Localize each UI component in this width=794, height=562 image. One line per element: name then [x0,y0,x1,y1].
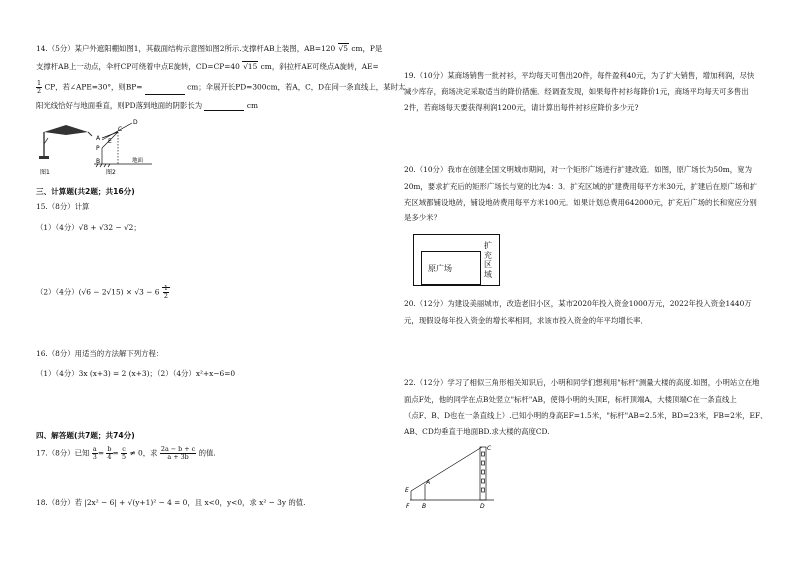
q15-part2-den: 2 [163,292,168,300]
fig-label-d: D [133,119,138,126]
q22-label-e: E [405,487,409,494]
q14-line2-root: √15 [243,62,258,71]
q14-line3-text: CP，若∠APE=30°，则BP= [44,82,143,92]
q14-half-num: 1 [37,79,42,87]
q22-line-2: 面点F处，他的同学在点B处竖立"标杆"AB，使得小明的头顶E，标杆顶端A，大楼顶端C在一条直线上 [404,395,737,404]
q17-frac-a-num: a [92,445,97,453]
q17-frac-b-den: 4 [107,453,112,461]
q14-line1-text: 14.（5分）某户外遮阳棚如图1，其截面结构示意图如图2所示.支撑杆AB上装图，AB=120 [36,44,336,53]
q15-part2-fraction [163,285,169,300]
q16-equations: （1）（4分）3x (x+3) = 2 (x+3)；（2）（4分）x²+x−6=0 [36,369,236,378]
fig-caption-2: 图2 [106,169,116,176]
q21-line-2: 元，现假设每年投入资金的增长率相同，求该市投入资金的年平均增长率． [404,316,648,325]
q15-part2-text: （2）（4分）(√6 − 2√15) × √3 − 6 [36,287,160,297]
q17-big-num: 2a − b + c [160,445,196,453]
q15-part2 [36,285,170,300]
q15-part2-root [162,284,170,300]
q22-label-b: B [422,503,427,510]
q17-big-den: a + 3b [167,453,189,461]
q21-line-1: 20.（12分）为建设美丽城市，改造老旧小区，某市2020年投入资金1000万元，2022年投入资金1440万 [404,299,752,308]
section4-heading: 四、解答题(共7题；共74分) [36,431,135,440]
q17-frac-b [106,446,112,461]
q17-frac-b-num: b [107,445,112,453]
q14-line4-text: 阳光线恰好与地面垂直，则PD落到地面的阴影长为 [36,101,203,110]
original-square-box [421,251,481,285]
q22-line-3: （点F、B、D也在一条直线上）.已知小明的身高EF=1.5米，"标杆"AB=2.5米，BD=23米，FB=2米，EF、 [404,411,768,420]
q22-label-c: C [487,445,492,452]
fig-label-a: A [96,135,101,142]
q17-frac-c-den: 5 [122,453,127,461]
q20-line-2: 20m，要求扩充后的矩形广场长与宽的比为4：3．扩充区域的扩建费用每平方米30元，扩建后在原广场和扩 [404,182,758,191]
q14-line1-tail: cm，P是 [351,44,383,53]
q19-line-1: 19.（10分）某商场销售一批衬衫，平均每天可售出20件，每件盈利40元，为了扩大销售，增加利润，尽快 [404,71,755,80]
umbrella-figure [39,125,92,159]
q22-label-f: F [406,503,410,510]
fig-label-p: P [96,145,100,152]
expand-char-3: 区 [484,260,492,269]
geometry-figure [94,123,152,167]
q20-figure [413,234,500,286]
q18-line: 18.（8分）若 |2x² − 6| + √(y+1)² − 4 = 0，且 x<0，y<0，求 x² − 3y 的值. [36,498,306,507]
fig-label-ground: 地面 [132,158,144,164]
q22-line-4: AB、CD均垂直于地面BD.求大楼的高度CD. [404,427,550,436]
q14-figures [36,118,186,176]
q17-frac-c-num: c [122,445,126,453]
fig-label-c: C [118,126,123,133]
original-square-label: 原广场 [428,264,452,273]
q17-big-fraction [160,446,196,461]
q14-line3 [36,80,405,95]
q17-line: 17.（8分）已知 $\frac{a}{3}$ = $\frac{b}{4}$ = $\frac{c}{5}$ ≠ 0，求 $\frac{2a - b + c}{a + 3b}$ 的值. [36,445,216,461]
q20-line-4: 是多少米？ [404,213,441,222]
q15-heading: 15.（8分）计算 [36,202,90,211]
q17-ne0: ≠ 0，求 [129,448,158,458]
q19-line-3: 2件，若商场每天要获得利润1200元，请计算出每件衬衫应降价多少元? [404,103,639,112]
q22-label-a: A [426,479,431,486]
q17-head: 17.（8分）已知 [36,448,90,458]
q14-line2-text: 支撑杆AB上一动点，伞杆CP可绕着中点E旋转，CD=CP=40 [36,62,240,71]
expand-char-1: 扩 [484,241,492,250]
expand-char-2: 充 [484,250,492,260]
fig-caption-1: 图1 [40,169,50,176]
fig-label-e: E [108,138,112,145]
q22-label-d: D [480,503,485,510]
q17-tail: 的值. [198,448,216,458]
q17-frac-a-den: 3 [92,453,97,461]
q17-frac-c [121,446,127,461]
q16-heading: 16.（8分）用适当的方法解下列方程： [36,349,164,358]
q22-figure [402,442,502,512]
q14-line2-tail: cm，斜拉杆AE可绕点A旋转，AE= [260,62,379,71]
q15-part1: （1）（4分）√8 + √32 − √2； [36,223,141,232]
q14-line4 [36,101,258,111]
q14-line1 [36,44,382,54]
q14-blank-bp[interactable] [145,87,185,95]
q20-line-1: 20.（10分）我市在创建全国文明城市期间，对一个矩形广场进行扩建改造．如图，原广场长为50m，宽为 [404,165,752,174]
q14-half-den: 2 [37,87,42,95]
q15-part2-num: 1 [163,284,168,292]
q17-frac-a [92,446,98,461]
expand-char-4: 域 [484,269,492,279]
fig-label-b: B [96,158,101,165]
q14-line4-tail: cm [246,101,258,110]
q14-half-fraction [36,80,42,95]
q20-line-3: 充区域都铺设地砖，铺设地砖费用每平方米100元．如果计划总费用642000元，扩充后广场的长和宽应分别 [404,198,757,207]
q19-line-2: 减少库存，商场决定采取适当的降价措施．经调查发现，如果每件衬衫每降价1元，商场平均每天可多售出 [404,87,749,96]
q14-line1-root: √5 [338,44,348,53]
q22-line-1: 22.（12分）学习了相似三角形相关知识后，小明和同学们想利用"标杆"测量大楼的高度.如图，小明站立在地 [404,378,760,387]
expand-area-label [482,241,494,279]
q14-line3-mid: cm；伞展开长PD=300cm，若A，C，D在同一条直线上，某时太 [187,82,406,92]
q14-blank-shadow[interactable] [204,103,244,111]
q14-line2 [36,62,379,72]
section3-heading: 三、计算题(共2题；共16分) [36,187,135,196]
